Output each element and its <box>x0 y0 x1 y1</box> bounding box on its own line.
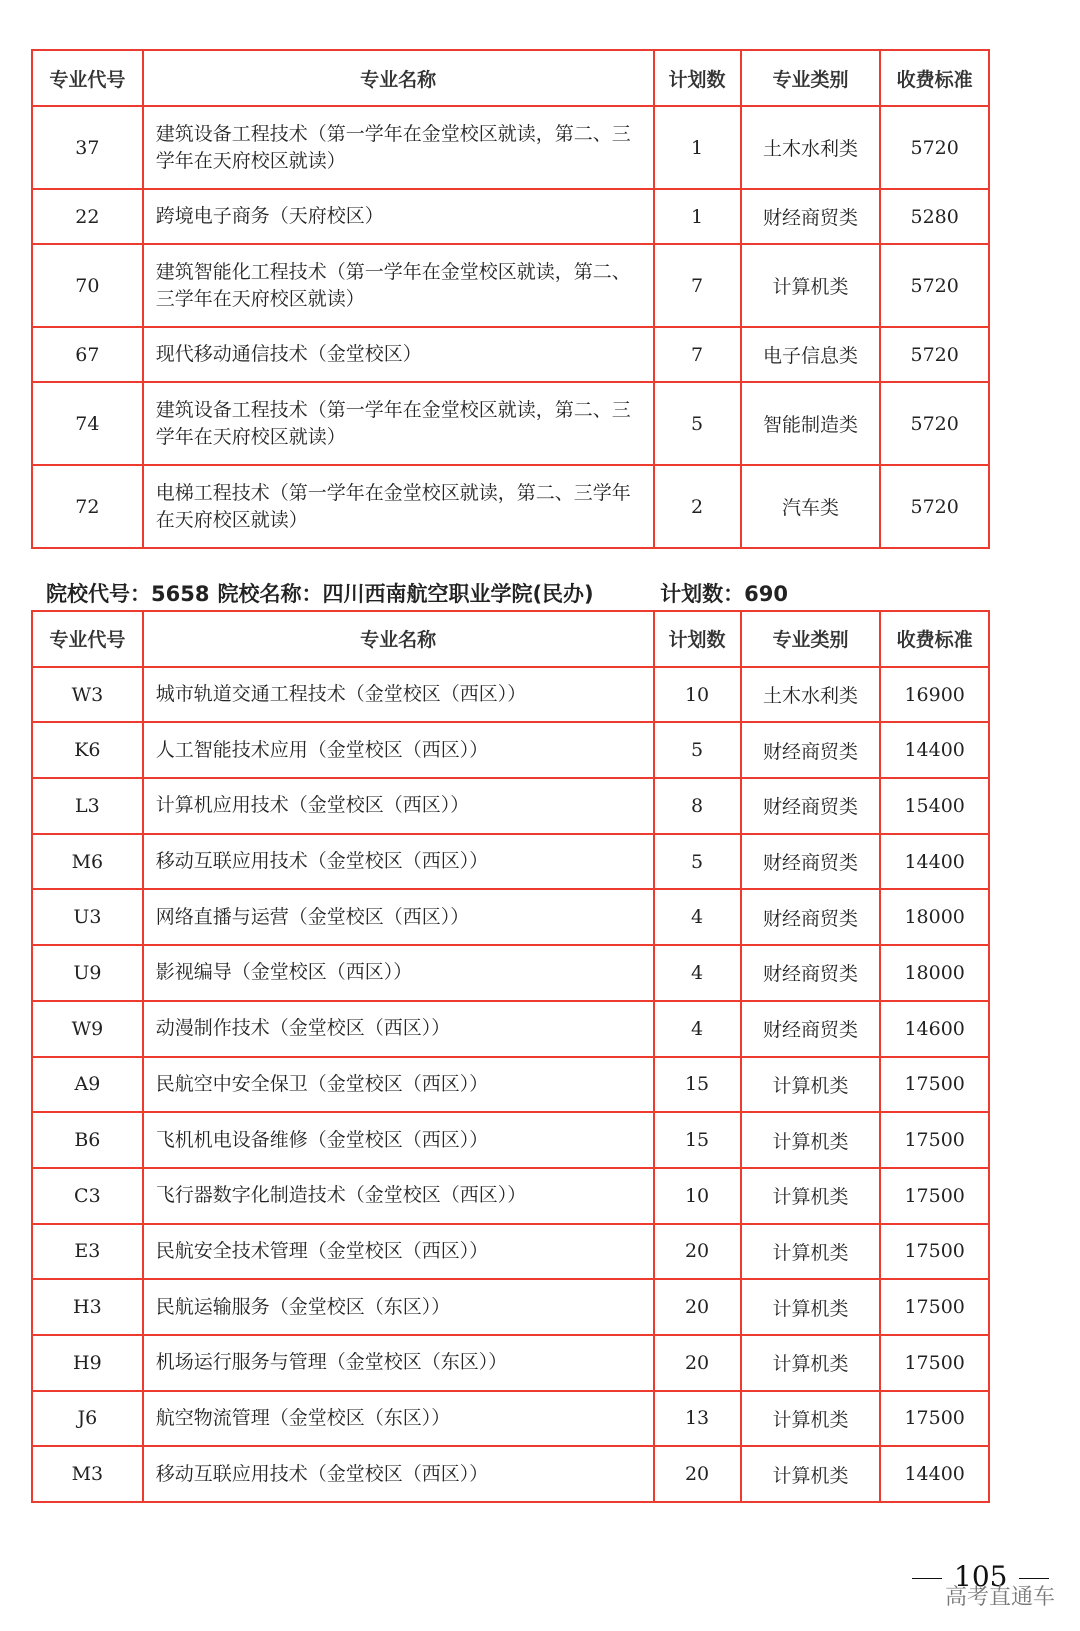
major-code: H9 <box>32 1335 143 1391</box>
plan-count: 1 <box>654 106 741 189</box>
plan-count: 7 <box>654 244 741 327</box>
major-code: M3 <box>32 1446 143 1502</box>
major-category: 财经商贸类 <box>741 834 881 890</box>
fee: 14400 <box>880 722 989 778</box>
plan-count: 5 <box>654 382 741 465</box>
majors-table-2 <box>31 610 990 1503</box>
fee: 5280 <box>880 189 989 244</box>
major-category: 计算机类 <box>741 1168 881 1224</box>
table-row <box>32 722 989 778</box>
major-category: 汽车类 <box>741 465 881 548</box>
table-row <box>32 244 989 327</box>
fee: 17500 <box>880 1279 989 1335</box>
table-row <box>32 1224 989 1280</box>
major-code: U9 <box>32 945 143 1001</box>
major-code: 74 <box>32 382 143 465</box>
major-name: 飞机机电设备维修（金堂校区（西区）） <box>143 1112 654 1168</box>
dash-right <box>1019 1578 1049 1579</box>
major-category: 土木水利类 <box>741 667 881 723</box>
major-code: E3 <box>32 1224 143 1280</box>
fee: 17500 <box>880 1168 989 1224</box>
plan-count: 7 <box>654 327 741 382</box>
major-name: 飞行器数字化制造技术（金堂校区（西区）） <box>143 1168 654 1224</box>
page-number-text: 105 <box>954 1560 1008 1593</box>
fee: 17500 <box>880 1112 989 1168</box>
dash-left <box>912 1578 942 1579</box>
header-fee: 收费标准 <box>880 50 989 106</box>
majors-table-1 <box>31 49 990 549</box>
major-code: L3 <box>32 778 143 834</box>
major-category: 财经商贸类 <box>741 778 881 834</box>
fee: 5720 <box>880 327 989 382</box>
major-category: 计算机类 <box>741 1057 881 1113</box>
plan-count: 4 <box>654 1001 741 1057</box>
plan-count: 15 <box>654 1112 741 1168</box>
major-category: 电子信息类 <box>741 327 881 382</box>
plan-count: 5 <box>654 834 741 890</box>
plan-count: 15 <box>654 1057 741 1113</box>
fee: 5720 <box>880 106 989 189</box>
plan-count: 20 <box>654 1224 741 1280</box>
watermark: 高考直通车 <box>945 1585 1056 1610</box>
major-name: 现代移动通信技术（金堂校区） <box>143 327 654 382</box>
table-row <box>32 382 989 465</box>
major-name: 电梯工程技术（第一学年在金堂校区就读，第二、三学年在天府校区就读） <box>143 465 654 548</box>
major-category: 计算机类 <box>741 1391 881 1447</box>
table-row <box>32 106 989 189</box>
major-name: 移动互联应用技术（金堂校区（西区）） <box>143 1446 654 1502</box>
fee: 16900 <box>880 667 989 723</box>
table-row <box>32 778 989 834</box>
school-code: 院校代号：5658 <box>46 582 210 606</box>
major-code: M6 <box>32 834 143 890</box>
fee: 14600 <box>880 1001 989 1057</box>
plan-count: 20 <box>654 1446 741 1502</box>
table-header-row <box>32 50 989 106</box>
major-category: 计算机类 <box>741 244 881 327</box>
major-category: 计算机类 <box>741 1279 881 1335</box>
header-name: 专业名称 <box>143 611 654 667</box>
header-category: 专业类别 <box>741 50 881 106</box>
major-code: W9 <box>32 1001 143 1057</box>
major-name: 民航运输服务（金堂校区（东区）） <box>143 1279 654 1335</box>
major-name: 城市轨道交通工程技术（金堂校区（西区）） <box>143 667 654 723</box>
table-row <box>32 889 989 945</box>
major-name: 机场运行服务与管理（金堂校区（东区）） <box>143 1335 654 1391</box>
major-category: 土木水利类 <box>741 106 881 189</box>
table-row <box>32 1446 989 1502</box>
fee: 17500 <box>880 1057 989 1113</box>
school-name: 院校名称：四川西南航空职业学院(民办) <box>217 582 594 606</box>
table-row <box>32 667 989 723</box>
header-plan: 计划数 <box>654 611 741 667</box>
table-row <box>32 1112 989 1168</box>
plan-count: 20 <box>654 1335 741 1391</box>
school-info-line <box>46 578 796 608</box>
header-code: 专业代号 <box>32 611 143 667</box>
major-name: 计算机应用技术（金堂校区（西区）） <box>143 778 654 834</box>
major-code: U3 <box>32 889 143 945</box>
major-name: 航空物流管理（金堂校区（东区）） <box>143 1391 654 1447</box>
table-row <box>32 465 989 548</box>
table-row <box>32 1335 989 1391</box>
plan-count: 10 <box>654 1168 741 1224</box>
major-code: C3 <box>32 1168 143 1224</box>
major-code: H3 <box>32 1279 143 1335</box>
major-category: 财经商贸类 <box>741 1001 881 1057</box>
major-category: 财经商贸类 <box>741 189 881 244</box>
major-code: A9 <box>32 1057 143 1113</box>
fee: 18000 <box>880 889 989 945</box>
major-code: W3 <box>32 667 143 723</box>
major-code: 67 <box>32 327 143 382</box>
plan-count: 5 <box>654 722 741 778</box>
major-category: 财经商贸类 <box>741 945 881 1001</box>
table-row <box>32 1391 989 1447</box>
fee: 17500 <box>880 1224 989 1280</box>
plan-count: 2 <box>654 465 741 548</box>
fee: 5720 <box>880 382 989 465</box>
major-name: 动漫制作技术（金堂校区（西区）） <box>143 1001 654 1057</box>
major-category: 计算机类 <box>741 1112 881 1168</box>
table-row <box>32 1279 989 1335</box>
major-name: 跨境电子商务（天府校区） <box>143 189 654 244</box>
major-name: 移动互联应用技术（金堂校区（西区）） <box>143 834 654 890</box>
major-code: 72 <box>32 465 143 548</box>
major-code: J6 <box>32 1391 143 1447</box>
table-row <box>32 1001 989 1057</box>
plan-count: 4 <box>654 889 741 945</box>
plan-count: 10 <box>654 667 741 723</box>
table-row <box>32 189 989 244</box>
fee: 17500 <box>880 1335 989 1391</box>
major-category: 计算机类 <box>741 1446 881 1502</box>
major-code: 70 <box>32 244 143 327</box>
plan-count: 8 <box>654 778 741 834</box>
school-plan-count: 计划数：690 <box>660 582 788 606</box>
fee: 5720 <box>880 465 989 548</box>
table-row <box>32 834 989 890</box>
major-name: 建筑智能化工程技术（第一学年在金堂校区就读，第二、三学年在天府校区就读） <box>143 244 654 327</box>
fee: 15400 <box>880 778 989 834</box>
header-name: 专业名称 <box>143 50 654 106</box>
major-code: B6 <box>32 1112 143 1168</box>
plan-count: 20 <box>654 1279 741 1335</box>
major-name: 影视编导（金堂校区（西区）） <box>143 945 654 1001</box>
major-name: 建筑设备工程技术（第一学年在金堂校区就读，第二、三学年在天府校区就读） <box>143 106 654 189</box>
major-category: 财经商贸类 <box>741 889 881 945</box>
major-name: 民航空中安全保卫（金堂校区（西区）） <box>143 1057 654 1113</box>
plan-count: 13 <box>654 1391 741 1447</box>
plan-count: 1 <box>654 189 741 244</box>
major-name: 人工智能技术应用（金堂校区（西区）） <box>143 722 654 778</box>
fee: 18000 <box>880 945 989 1001</box>
major-name: 民航安全技术管理（金堂校区（西区）） <box>143 1224 654 1280</box>
table-row <box>32 327 989 382</box>
header-fee: 收费标准 <box>880 611 989 667</box>
header-category: 专业类别 <box>741 611 881 667</box>
fee: 14400 <box>880 834 989 890</box>
fee: 5720 <box>880 244 989 327</box>
table-header-row <box>32 611 989 667</box>
header-plan: 计划数 <box>654 50 741 106</box>
fee: 14400 <box>880 1446 989 1502</box>
plan-count: 4 <box>654 945 741 1001</box>
table-row <box>32 1057 989 1113</box>
major-category: 计算机类 <box>741 1224 881 1280</box>
major-name: 建筑设备工程技术（第一学年在金堂校区就读，第二、三学年在天府校区就读） <box>143 382 654 465</box>
table-row <box>32 1168 989 1224</box>
major-category: 财经商贸类 <box>741 722 881 778</box>
major-category: 计算机类 <box>741 1335 881 1391</box>
fee: 17500 <box>880 1391 989 1447</box>
major-name: 网络直播与运营（金堂校区（西区）） <box>143 889 654 945</box>
major-code: 37 <box>32 106 143 189</box>
header-code: 专业代号 <box>32 50 143 106</box>
major-code: K6 <box>32 722 143 778</box>
major-code: 22 <box>32 189 143 244</box>
table-row <box>32 945 989 1001</box>
major-category: 智能制造类 <box>741 382 881 465</box>
